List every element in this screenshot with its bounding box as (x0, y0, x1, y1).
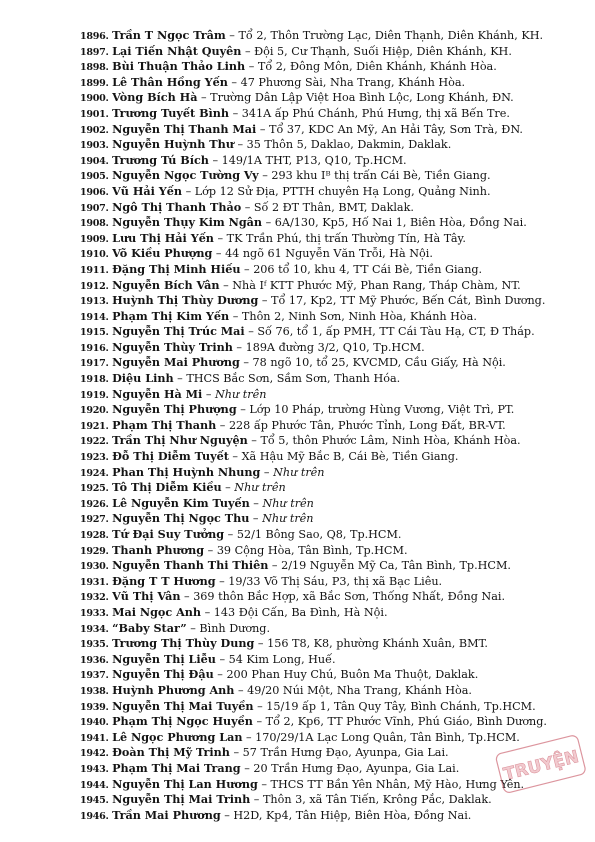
entry-address: 156 T8, K8, phường Khánh Xuân, BMT. (267, 637, 488, 651)
entry-address: 341A ấp Phú Chánh, Phú Hưng, thị xã Bến Tre. (241, 106, 510, 120)
entry-name: Vũ Hải Yến (112, 183, 183, 198)
list-entry (80, 511, 575, 527)
list-entry (80, 231, 575, 247)
entry-name: Nguyễn Mai Phương (112, 355, 240, 370)
entry-address: 369 thôn Bắc Hợp, xã Bắc Sơn, Thống Nhất, Đồng Nai. (193, 590, 506, 604)
entry-number: 1936. (80, 654, 109, 666)
entry-separator: – (256, 122, 270, 136)
list-entry (80, 699, 575, 715)
entry-number: 1924. (80, 467, 109, 479)
entry-address: Lớp 12 Sử Địa, PTTH chuyên Hạ Long, Quảng Ninh. (194, 184, 491, 198)
entry-name: Phạm Thị Ngọc Huyền (112, 714, 253, 729)
entry-name: Trương Tuyết Bình (112, 105, 230, 120)
watermark-text: TRUYỆN (501, 746, 581, 785)
entry-address: Tổ 2, Thôn Trường Lạc, Diên Thạnh, Diên Khánh, KH. (238, 29, 544, 42)
entry-separator: – (262, 216, 275, 230)
list-entry (80, 574, 575, 590)
entry-separator: – (232, 340, 246, 354)
list-entry (80, 90, 575, 106)
entry-separator: – (215, 574, 229, 588)
entry-address: 15/19 ấp 1, Tân Quy Tây, Bình Chánh, Tp.HCM. (266, 699, 536, 713)
entry-address: 143 Đội Cấn, Ba Đình, Hà Nội. (213, 605, 388, 619)
entry-number: 1915. (80, 327, 109, 339)
entry-number: 1938. (80, 685, 109, 697)
list-entry (80, 278, 575, 294)
entry-number: 1943. (80, 763, 109, 775)
entry-name: Nguyễn Thị Mai Trinh (112, 792, 251, 807)
entry-name: Phạm Thị Mai Trang (112, 760, 241, 775)
entry-address: 149/1A THT, P13, Q10, Tp.HCM. (221, 153, 407, 167)
entry-separator: – (233, 138, 247, 152)
entry-separator: – (215, 652, 229, 666)
entry-separator: – (242, 730, 256, 744)
entry-address: 57 Trần Hưng Đạo, Ayunpa, Gia Lai. (242, 746, 449, 760)
entry-separator: – (204, 543, 217, 557)
entry-name: Vòng Bích Hà (112, 90, 198, 105)
list-entry (80, 418, 575, 434)
entry-number: 1921. (80, 420, 109, 432)
entry-separator: – (173, 372, 187, 386)
entry-name: Trần T Ngọc Trâm (112, 28, 226, 42)
entry-separator: – (202, 387, 216, 401)
entry-number: 1911. (80, 264, 109, 276)
entry-number: 1905. (80, 171, 109, 183)
entry-name: Trần Thị Như Nguyện (112, 433, 248, 448)
entry-separator: – (228, 450, 242, 464)
entry-address: Lớp 10 Pháp, trường Hùng Vương, Việt Trì, PT. (249, 403, 515, 417)
entry-separator: – (258, 294, 272, 308)
list-entry (80, 605, 575, 621)
entry-name: Nguyễn Thị Lan Hương (112, 776, 258, 791)
entry-name: Vũ Thị Vân (112, 589, 181, 604)
list-entry (80, 44, 575, 60)
entry-name: Nguyễn Thị Trúc Mai (112, 324, 245, 339)
entry-number: 1939. (80, 701, 109, 713)
entry-separator: – (197, 91, 211, 105)
entry-separator: – (212, 247, 226, 261)
list-entry (80, 106, 575, 122)
entry-number: 1944. (80, 779, 109, 791)
entry-address: 2/19 Nguyễn Mỹ Ca, Tân Bình, Tp.HCM. (281, 559, 511, 573)
entry-number: 1920. (80, 405, 109, 417)
entry-name: Đỗ Thị Diễm Tuyết (112, 449, 229, 464)
entry-address: 189A đường 3/2, Q10, Tp.HCM. (245, 340, 425, 354)
entry-address: Bình Dương. (199, 621, 271, 635)
entry-number: 1919. (80, 389, 109, 401)
list-entry (80, 433, 575, 449)
entry-name: Nguyễn Thị Thanh Mai (112, 121, 257, 136)
entry-address: 20 Trần Hưng Đạo, Ayunpa, Gia Lai. (253, 761, 460, 775)
entry-address: Số 2 ĐT Thân, BMT, Daklak. (253, 200, 414, 214)
list-entry (80, 792, 575, 808)
entry-separator: – (247, 434, 261, 448)
entry-name: Nguyễn Ngọc Tường Vy (112, 168, 259, 183)
entry-separator: – (257, 777, 271, 791)
entry-address: 78 ngõ 10, tổ 25, KVCMD, Cầu Giấy, Hà Nội. (252, 356, 506, 370)
entry-separator: – (252, 715, 266, 729)
list-entry (80, 262, 575, 278)
entry-number: 1946. (80, 810, 109, 822)
entry-number: 1901. (80, 108, 109, 120)
entry-address: Như trên (273, 465, 325, 479)
entry-name: Huỳnh Phương Anh (112, 682, 235, 697)
list-entry (80, 402, 575, 418)
entry-address: Tổ 2, Đông Môn, Diên Khánh, Khánh Hòa. (257, 60, 497, 74)
list-entry (80, 28, 575, 44)
list-entry (80, 683, 575, 699)
entry-name: Nguyễn Thị Mai Tuyền (112, 698, 254, 713)
entry-separator: – (213, 668, 227, 682)
list-entry (80, 324, 575, 340)
entry-separator: – (234, 683, 248, 697)
entry-address: THCS TT Bần Yên Nhân, Mỹ Hào, Hưng Yên. (270, 777, 525, 791)
entry-separator: – (201, 605, 214, 619)
list-entry (80, 621, 575, 637)
entry-separator: – (250, 793, 263, 807)
entry-address: Như trên (262, 512, 314, 526)
entry-name: Nguyễn Thị Ngọc Thu (112, 511, 250, 526)
list-entry (80, 309, 575, 325)
entry-name: Diệu Linh (112, 371, 174, 386)
list-entry (80, 543, 575, 559)
entry-separator: – (239, 356, 253, 370)
list-entry (80, 246, 575, 262)
entry-number: 1898. (80, 62, 109, 74)
list-entry (80, 371, 575, 387)
entry-separator: – (180, 590, 194, 604)
list-entry (80, 652, 575, 668)
entry-name: Nguyễn Thị Liễu (112, 651, 216, 666)
entry-name: Nguyễn Bích Vân (112, 277, 220, 292)
entry-name: Phạm Thị Thanh (112, 417, 217, 432)
entry-number: 1934. (80, 623, 109, 635)
list-entry (80, 496, 575, 512)
entry-number: 1912. (80, 280, 109, 292)
entry-address: 170/29/1A Lạc Long Quân, Tân Bình, Tp.HCM. (255, 730, 520, 744)
entry-address: Xã Hậu Mỹ Bắc B, Cái Bè, Tiền Giang. (241, 450, 459, 464)
entry-number: 1925. (80, 483, 109, 495)
list-entry (80, 480, 575, 496)
entry-number: 1929. (80, 545, 109, 557)
entry-separator: – (213, 231, 227, 245)
list-entry (80, 293, 575, 309)
entry-number: 1913. (80, 296, 109, 308)
list-entry (80, 667, 575, 683)
entry-address: 54 Kim Long, Huế. (228, 652, 336, 666)
entry-number: 1903. (80, 140, 109, 152)
entry-name: Võ Kiều Phượng (112, 246, 213, 261)
entry-separator: – (240, 262, 254, 276)
list-entry (80, 168, 575, 184)
entry-address: Tổ 5, thôn Phước Lâm, Ninh Hòa, Khánh Hòa. (260, 434, 521, 448)
entry-address: 6A/130, Kp5, Hố Nai 1, Biên Hòa, Đồng Nai. (274, 216, 527, 230)
entry-address: 228 ấp Phước Tân, Phước Tỉnh, Long Đất, BR-VT. (228, 418, 506, 432)
entry-name: Đoàn Thị Mỹ Trinh (112, 745, 230, 760)
entry-name: Huỳnh Thị Thùy Dương (112, 293, 259, 308)
entry-separator: – (219, 278, 233, 292)
entry-number: 1897. (80, 46, 109, 58)
list-entry (80, 636, 575, 652)
entry-separator: – (258, 169, 272, 183)
entry-name: Tứ Đại Suy Tưởng (112, 527, 225, 541)
list-entry (80, 730, 575, 746)
entry-address: Tổ 37, KDC An Mỹ, An Hải Tây, Sơn Trà, ĐN. (269, 122, 523, 136)
list-entry (80, 137, 575, 153)
entry-name: Nguyễn Thụy Kim Ngân (112, 215, 263, 230)
entry-separator: – (245, 60, 258, 74)
entry-number: 1904. (80, 155, 109, 167)
entry-name: Đặng Thị Minh Hiếu (112, 261, 241, 276)
entry-separator: – (221, 481, 235, 495)
entry-name: Trần Mai Phương (112, 807, 221, 822)
entry-separator: – (182, 184, 195, 198)
entry-address: 44 ngõ 61 Nguyễn Văn Trỗi, Hà Nội. (225, 247, 433, 261)
entry-number: 1935. (80, 639, 109, 651)
entry-name: Đặng T T Hương (112, 573, 216, 588)
entry-number: 1922. (80, 436, 109, 448)
entry-address: Trường Dân Lập Việt Hoa Bình Lộc, Long Khánh, ĐN. (210, 91, 514, 105)
entry-name: Phạm Thị Kim Yến (112, 308, 230, 323)
entry-address: Như trên (262, 496, 314, 510)
entry-separator: – (254, 637, 268, 651)
entry-number: 1932. (80, 592, 109, 604)
entry-name: Nguyễn Huỳnh Thư (112, 137, 234, 152)
entry-separator: – (260, 465, 274, 479)
entry-name: Phan Thị Huỳnh Nhung (112, 464, 261, 479)
entry-address: 49/20 Núi Một, Nha Trang, Khánh Hòa. (247, 683, 472, 697)
entry-address: Tổ 2, Kp6, TT Phước Vĩnh, Phú Giáo, Bình Dương. (265, 715, 547, 729)
entry-address: Thôn 3, xã Tân Tiến, Krông Pắc, Daklak. (262, 793, 492, 807)
list-entry (80, 465, 575, 481)
list-entry (80, 59, 575, 75)
entry-name: Nguyễn Thị Phượng (112, 402, 237, 417)
entry-number: 1931. (80, 576, 109, 588)
entry-name: Mai Ngọc Anh (112, 604, 202, 619)
list-entry (80, 340, 575, 356)
entry-address: 19/33 Võ Thị Sáu, P3, thị xã Bạc Liêu. (228, 574, 443, 588)
entry-number: 1945. (80, 795, 109, 807)
entry-number: 1914. (80, 311, 109, 323)
entry-number: 1923. (80, 452, 109, 464)
entry-number: 1937. (80, 670, 109, 682)
list-entry (80, 355, 575, 371)
entry-separator: – (229, 746, 243, 760)
entry-address: 293 khu Iᴮ thị trấn Cái Bè, Tiền Giang. (271, 169, 491, 183)
entry-separator: – (229, 309, 242, 323)
entry-separator: – (236, 403, 250, 417)
entry-number: 1900. (80, 93, 109, 105)
list-entry (80, 153, 575, 169)
entry-separator: – (244, 325, 258, 339)
list-entry (80, 122, 575, 138)
list-entry (80, 449, 575, 465)
entry-separator: – (216, 418, 229, 432)
entry-number: 1942. (80, 748, 109, 760)
entry-name: Thanh Phương (112, 542, 205, 557)
entry-name: Lê Thân Hồng Yến (112, 74, 228, 89)
entry-separator: – (186, 621, 200, 635)
entry-address: Tổ 17, Kp2, TT Mỹ Phước, Bến Cát, Bình Dương. (271, 294, 546, 308)
entry-number: 1940. (80, 717, 109, 729)
entry-address: Như trên (215, 387, 267, 401)
entry-number: 1909. (80, 233, 109, 245)
entry-number: 1906. (80, 186, 109, 198)
entry-name: Trương Tú Bích (112, 152, 209, 167)
entry-address: 39 Cộng Hòa, Tân Bình, Tp.HCM. (216, 543, 408, 557)
entry-address: THCS Bắc Sơn, Sầm Sơn, Thanh Hóa. (186, 372, 401, 386)
entry-number: 1917. (80, 358, 109, 370)
entry-separator: – (241, 200, 254, 214)
entry-address: 47 Phương Sài, Nha Trang, Khánh Hòa. (240, 75, 466, 89)
entry-separator: – (208, 153, 222, 167)
entry-address: Thôn 2, Ninh Sơn, Ninh Hòa, Khánh Hòa. (241, 309, 477, 323)
entry-number: 1908. (80, 218, 109, 230)
entry-separator: – (229, 106, 242, 120)
entry-name: Tô Thị Diễm Kiều (112, 480, 222, 495)
list-entry (80, 589, 575, 605)
entry-separator: – (253, 699, 267, 713)
list-entry (80, 527, 575, 543)
entry-name: Lê Ngọc Phương Lan (112, 729, 243, 744)
entry-number: 1927. (80, 514, 109, 526)
entry-separator: – (227, 75, 241, 89)
entry-number: 1933. (80, 607, 109, 619)
entry-name: Ngô Thị Thanh Thảo (112, 199, 242, 214)
entry-number: 1930. (80, 561, 109, 573)
entry-separator: – (268, 559, 282, 573)
entry-separator: – (225, 29, 239, 42)
list-entry (80, 184, 575, 200)
entry-number: 1910. (80, 249, 109, 261)
entry-separator: – (249, 512, 263, 526)
entry-address: Đội 5, Cư Thạnh, Suối Hiệp, Diên Khánh, KH. (254, 44, 512, 58)
entry-separator: – (224, 528, 237, 541)
entry-name: Lại Tiến Nhật Quyên (112, 43, 242, 58)
list-entry (80, 808, 575, 824)
entry-name: Bùi Thuận Thảo Linh (112, 59, 246, 74)
entry-address: 206 tổ 10, khu 4, TT Cái Bè, Tiền Giang. (253, 262, 483, 276)
entry-name: “Baby Star” (112, 620, 187, 635)
entry-address: TK Trần Phú, thị trấn Thường Tín, Hà Tây. (226, 231, 466, 245)
entry-name: Nguyễn Thùy Trinh (112, 339, 233, 354)
entry-separator: – (220, 808, 234, 822)
entry-number: 1918. (80, 374, 109, 386)
entry-number: 1899. (80, 77, 109, 89)
entry-name: Lê Nguyễn Kim Tuyến (112, 495, 250, 510)
entry-name: Trương Thị Thùy Dung (112, 636, 255, 651)
entry-address: Nhà Iᶠ KTT Phước Mỹ, Phan Rang, Tháp Chàm, NT. (232, 278, 521, 292)
entry-number: 1902. (80, 124, 109, 136)
entry-number: 1896. (80, 31, 109, 42)
entry-number: 1941. (80, 732, 109, 744)
list-entry (80, 387, 575, 403)
entry-list (80, 28, 575, 823)
entry-address: 35 Thôn 5, Daklao, Dakmin, Daklak. (246, 138, 452, 152)
list-entry (80, 200, 575, 216)
entry-separator: – (240, 761, 254, 775)
entry-address: Như trên (234, 481, 286, 495)
entry-name: Nguyễn Thanh Thi Thiên (112, 558, 269, 573)
entry-number: 1926. (80, 498, 109, 510)
entry-separator: – (249, 496, 263, 510)
list-entry (80, 75, 575, 91)
list-entry (80, 558, 575, 574)
list-entry (80, 215, 575, 231)
list-entry (80, 714, 575, 730)
entry-address: Số 76, tổ 1, ấp PMH, TT Cái Tàu Hạ, CT, Đ Tháp. (257, 325, 535, 339)
entry-separator: – (241, 44, 255, 58)
entry-name: Lưu Thị Hải Yến (112, 230, 214, 245)
entry-address: 200 Phan Huy Chú, Buôn Ma Thuột, Daklak. (226, 668, 479, 682)
entry-number: 1916. (80, 342, 109, 354)
entry-number: 1928. (80, 530, 109, 541)
entry-number: 1907. (80, 202, 109, 214)
entry-address: H2D, Kp4, Tân Hiệp, Biên Hòa, Đồng Nai. (233, 808, 472, 822)
entry-address: 52/1 Bông Sao, Q8, Tp.HCM. (236, 528, 402, 541)
entry-name: Nguyễn Thị Đậu (112, 667, 214, 682)
entry-name: Nguyễn Hà Mi (112, 386, 203, 401)
